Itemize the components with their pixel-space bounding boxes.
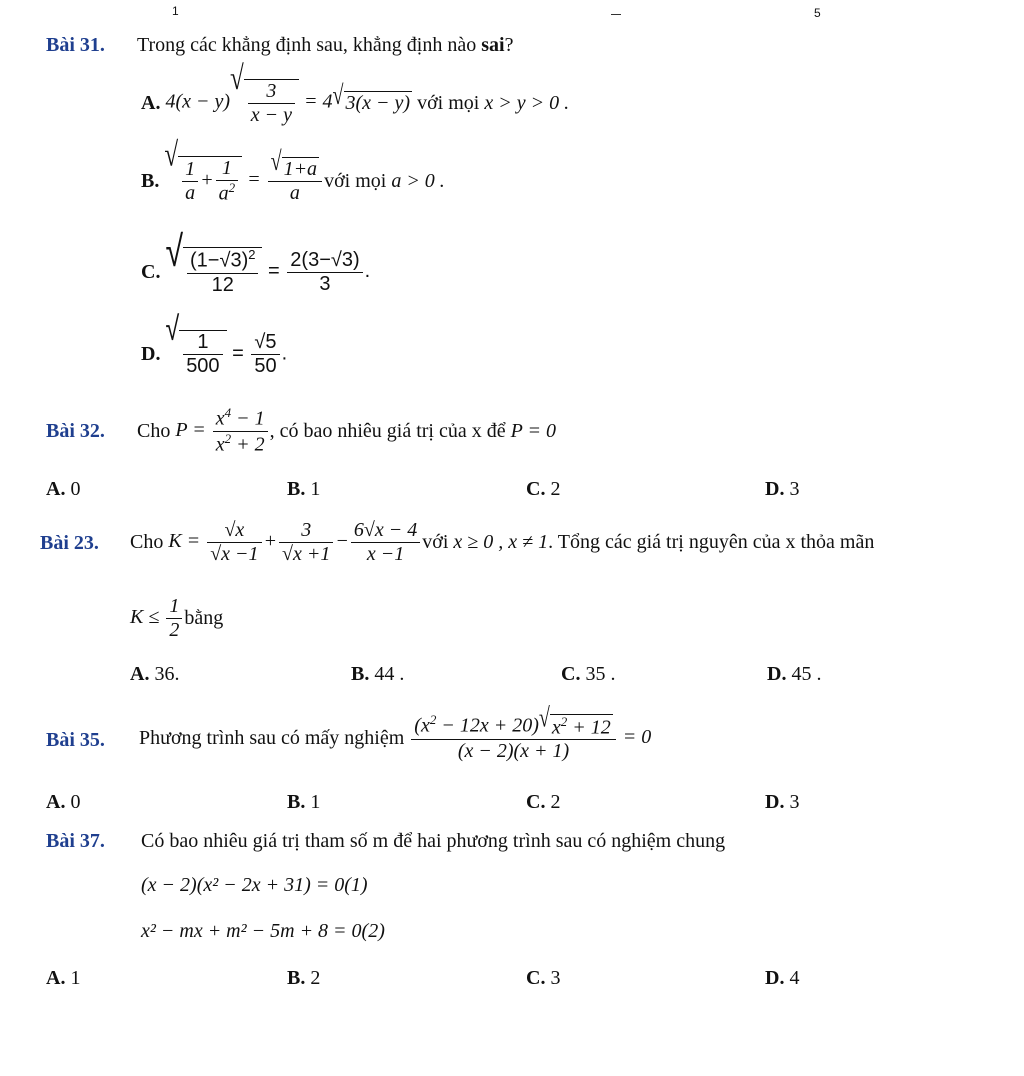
q23-cho: Cho (130, 530, 164, 553)
q31-option-a-formula: 4(x − y) √ $\frac{3}{x - y}$ = 4 √ 3(x − y) (165, 60, 411, 126)
q31-option-d (141, 310, 288, 382)
q35-formula: $(x^2 - 12x + 20)$ √ $x^2 + 12$ (x − 2)(x + 1) = 0 (409, 713, 651, 764)
q31-option-b-label: B. (141, 169, 160, 192)
q31-option-a-cond: x > y > 0 . (484, 91, 570, 114)
q32-answer-b: B. 1 (287, 478, 321, 500)
q35-question-text: Phương trình sau có mấy nghiệm (139, 726, 405, 749)
page-mark-left: 1 (172, 4, 179, 18)
q37-label: Bài 37. (46, 830, 105, 852)
q23-inequality: K ≤ $\frac{1}{2}$ (130, 595, 184, 642)
q32-cho: Cho (137, 419, 171, 442)
q37-equation-1: (x − 2)(x² − 2x + 31) = 0(1) (141, 874, 368, 896)
q31-option-b-tail: với mọi (324, 169, 387, 192)
q31-question (137, 34, 513, 57)
q31-option-b-cond: a > 0 . (391, 169, 445, 192)
q35-answer-c: C. 2 (526, 791, 561, 813)
q32-label: Bài 32. (46, 420, 105, 442)
q23-answer-b: B. 44 . (351, 663, 405, 685)
q37-question: Có bao nhiêu giá trị tham số m để hai phương trình sau có nghiệm chung (141, 830, 726, 852)
q23-voi: với (422, 530, 449, 553)
q23-answer-c: C. 35 . (561, 663, 616, 685)
q23-label: Bài 23. (40, 532, 99, 554)
q31-label: Bài 31. (46, 34, 105, 56)
q32-tail: , có bao nhiêu giá trị của x để (269, 419, 506, 442)
q31-option-d-formula: √ $\frac{1}{500}$ = $\frac{√5}{50}$ . (165, 310, 288, 377)
q35-answer-d: D. 3 (765, 791, 800, 813)
q32-answer-a: A. 0 (46, 478, 81, 500)
q31-question-bold: sai (481, 34, 505, 56)
q23-tail: . Tổng các giá trị nguyên của x thỏa mãn (548, 530, 875, 553)
q31-option-a-label: A. (141, 91, 161, 114)
q31-question-end: ? (504, 34, 514, 56)
q35-label: Bài 35. (46, 729, 105, 751)
page-mark-dash (611, 14, 621, 15)
q37-answer-d: D. 4 (765, 967, 800, 989)
q31-option-a-tail: với mọi (417, 91, 480, 114)
q31-option-d-label: D. (141, 342, 161, 365)
q23-answer-d: D. 45 . (767, 663, 822, 685)
q32-question (137, 400, 556, 462)
q37-answer-a: A. 1 (46, 967, 81, 989)
q23-formula: K = $\frac{√x}{√x -1}$ + $\frac{3}{√x +1}$ − $\frac{6√x - 4}{x -1}$ (168, 519, 422, 566)
q23-question (130, 510, 874, 574)
q23-cond: x ≥ 0 , x ≠ 1 (453, 530, 549, 553)
q31-question-text: Trong các khẳng định sau, khẳng định nào (137, 34, 482, 56)
q37-answer-c: C. 3 (526, 967, 561, 989)
q37-answer-b: B. 2 (287, 967, 321, 989)
q35-answer-a: A. 0 (46, 791, 81, 813)
q32-formula: P = $\frac{x^4 - 1}{x^2 + 2}$ (175, 406, 269, 456)
q32-answer-c: C. 2 (526, 478, 561, 500)
q31-option-b-formula: √ $\frac{1}{a}$ + $\frac{1}{a^2}$ = √ 1+a a (164, 156, 324, 206)
q31-option-c-formula: √ $\frac{(1-√3)^2}{12}$ = $\frac{2(3-√3)}{3}$ . (165, 227, 371, 296)
q23-answer-a: A. 36. (130, 663, 180, 685)
q23-condition-line (130, 590, 223, 646)
q23-bang: bằng (184, 606, 224, 629)
q31-option-c-label: C. (141, 260, 161, 283)
page-mark-right: 5 (814, 6, 821, 20)
q32-cond: P = 0 (510, 419, 556, 442)
q35-answer-b: B. 1 (287, 791, 321, 813)
q35-question (139, 699, 651, 777)
q32-answer-d: D. 3 (765, 478, 800, 500)
q31-option-c (141, 227, 371, 312)
q31-option-a (141, 60, 570, 130)
q31-option-b (141, 137, 445, 212)
q37-equation-2: x² − mx + m² − 5m + 8 = 0(2) (141, 920, 385, 942)
